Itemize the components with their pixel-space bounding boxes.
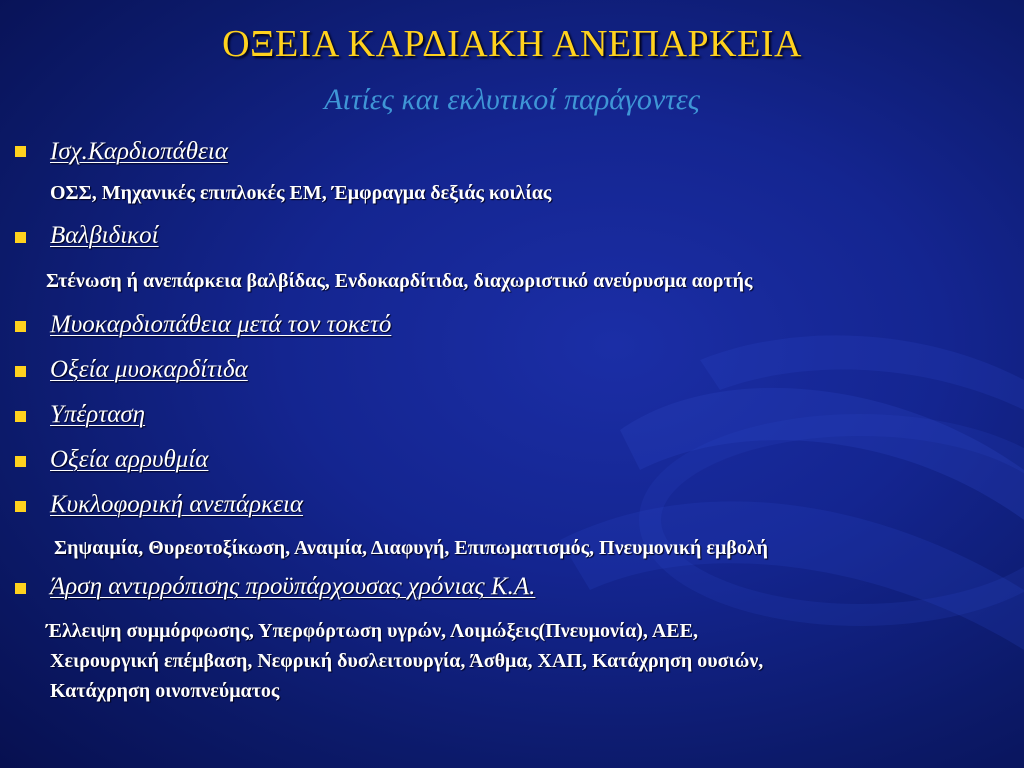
detail-decompensation-line-1: Έλλειψη συμμόρφωσης, Υπερφόρτωση υγρών, Λοιμώξεις(Πνευμονία), ΑΕΕ, [46, 620, 698, 642]
heading-ischemic-cardiomyopathy: Ισχ.Καρδιοπάθεια [50, 138, 228, 165]
heading-hypertension: Υπέρταση [50, 401, 146, 428]
heading-acute-myocarditis: Οξεία μυοκαρδίτιδα [50, 356, 248, 383]
detail-ischemic-cardiomyopathy: ΟΣΣ, Μηχανικές επιπλοκές ΕΜ, Έμφραγμα δεξιάς κοιλίας [50, 182, 552, 204]
slide-title: ΟΞΕΙΑ ΚΑΡΔΙΑΚΗ ΑΝΕΠΑΡΚΕΙΑ [222, 23, 802, 65]
bullet-marker [15, 321, 26, 332]
heading-acute-arrhythmia: Οξεία αρρυθμία [50, 446, 209, 473]
bullet-marker [15, 232, 26, 243]
bullet-marker [15, 411, 26, 422]
bullet-marker [15, 501, 26, 512]
heading-decompensation-chronic-hf: Άρση αντιρρόπισης προϋπάρχουσας χρόνιας Κ.Α. [50, 573, 536, 600]
bullet-marker [15, 366, 26, 377]
bullet-marker [15, 583, 26, 594]
slide-subtitle: Αιτίες και εκλυτικοί παράγοντες [324, 83, 700, 116]
detail-circulatory-failure: Σηψαιμία, Θυρεοτοξίκωση, Αναιμία, Διαφυγή, Επιπωματισμός, Πνευμονική εμβολή [54, 537, 768, 559]
detail-decompensation-line-2: Χειρουργική επέμβαση, Νεφρική δυσλειτουργία, Άσθμα, ΧΑΠ, Κατάχρηση ουσιών, [50, 650, 764, 672]
detail-valvular: Στένωση ή ανεπάρκεια βαλβίδας, Ενδοκαρδίτιδα, διαχωριστικό ανεύρυσμα αορτής [46, 270, 753, 292]
heading-circulatory-failure: Κυκλοφορική ανεπάρκεια [50, 491, 304, 518]
bullet-marker [15, 146, 26, 157]
bullet-marker [15, 456, 26, 467]
heading-peripartum-cardiomyopathy: Μυοκαρδιοπάθεια μετά τον τοκετό [50, 311, 392, 338]
detail-decompensation-line-3: Κατάχρηση οινοπνεύματος [50, 680, 280, 702]
heading-valvular: Βαλβιδικοί [50, 222, 159, 249]
